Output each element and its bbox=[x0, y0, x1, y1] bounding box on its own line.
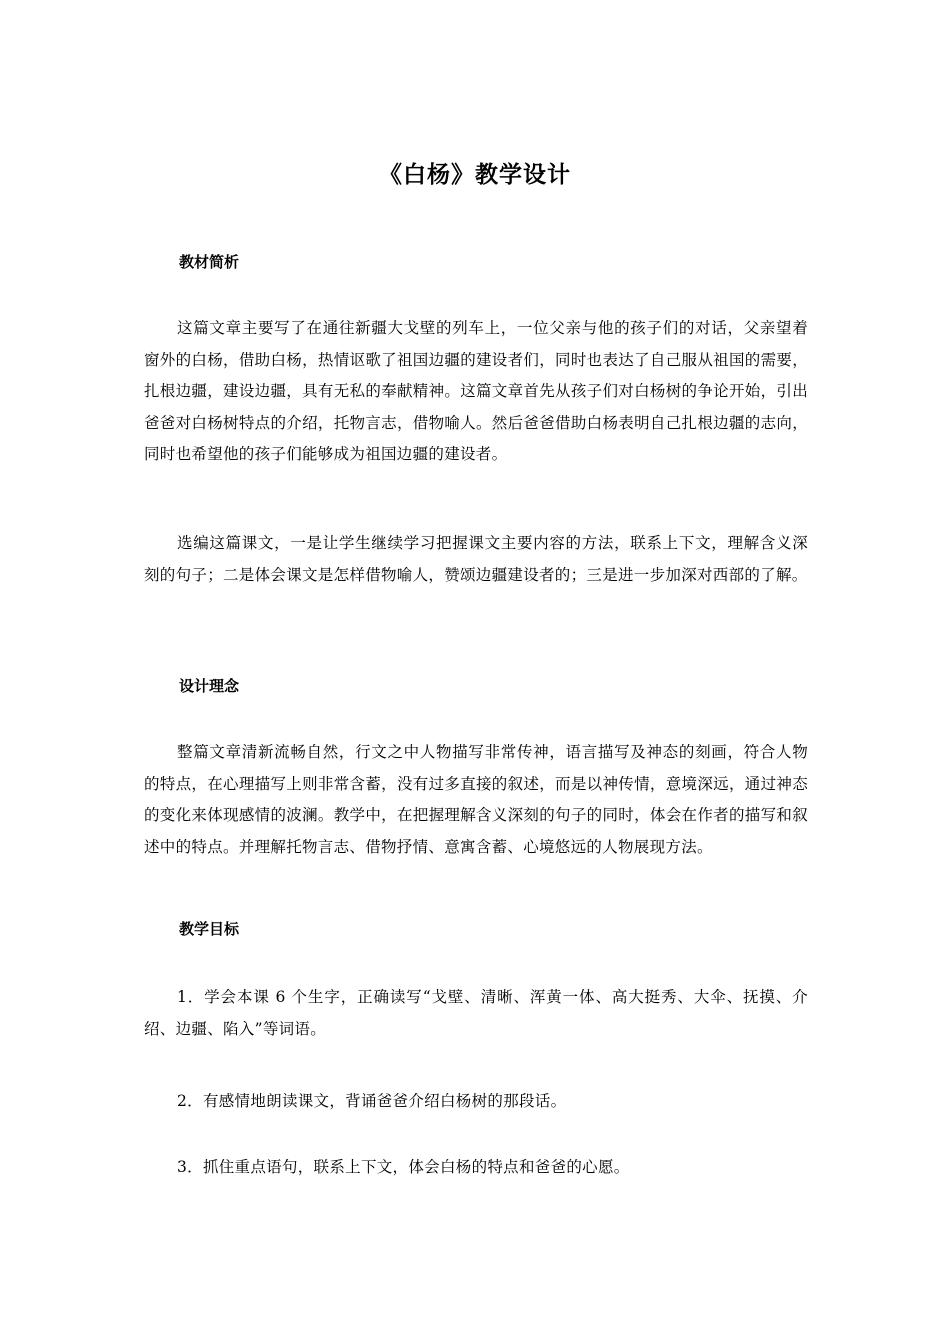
paragraph-design-concept: 整篇文章清新流畅自然，行文之中人物描写非常传神，语言描写及神态的刻画，符合人物的特点，在心理描写上则非常含蓄，没有过多直接的叙述，而是以神传情，意境深远，通过神态的变化来体现感情的波澜。教学中，在把握理解含义深刻的句子的同时，体会在作者的描写和叙述中的特点。并理解托物言志、借物抒情、意寓含蓄、心境悠远的人物展现方法。 bbox=[144, 743, 808, 856]
paragraph-materials-2: 选编这篇课文，一是让学生继续学习把握课文主要内容的方法，联系上下文，理解含义深刻的句子；二是体会课文是怎样借物喻人，赞颂边疆建设者的；三是进一步加深对西部的了解。 bbox=[144, 534, 808, 584]
paragraph-materials-1: 这篇文章主要写了在通往新疆大戈壁的列车上，一位父亲与他的孩子们的对话，父亲望着窗外的白杨，借助白杨，热情讴歌了祖国边疆的建设者们，同时也表达了自己服从祖国的需要，扎根边疆，建设边疆，具有无私的奉献精神。这篇文章首先从孩子们对白杨树的争论开始，引出爸爸对白杨树特点的介绍，托物言志，借物喻人。然后爸爸借助白杨表明自己扎根边疆的志向，同时也希望他的孩子们能够成为祖国边疆的建设者。 bbox=[144, 319, 808, 463]
goal-item-3: 3．抓住重点语句，联系上下文，体会白杨的特点和爸爸的心愿。 bbox=[177, 1158, 630, 1176]
section-heading-materials: 教材简析 bbox=[179, 253, 240, 271]
section-heading-teaching-goals: 教学目标 bbox=[179, 920, 240, 938]
goal-item-2: 2．有感情地朗读课文，背诵爸爸介绍白杨树的那段话。 bbox=[177, 1092, 567, 1110]
section-heading-design-concept: 设计理念 bbox=[179, 677, 240, 695]
goal-item-1: 1．学会本课 6 个生字，正确读写“戈壁、清晰、浑黄一体、高大挺秀、大伞、抚摸、介绍、边疆、陷入”等词语。 bbox=[144, 988, 808, 1038]
document-title: 《白杨》教学设计 bbox=[379, 162, 571, 188]
